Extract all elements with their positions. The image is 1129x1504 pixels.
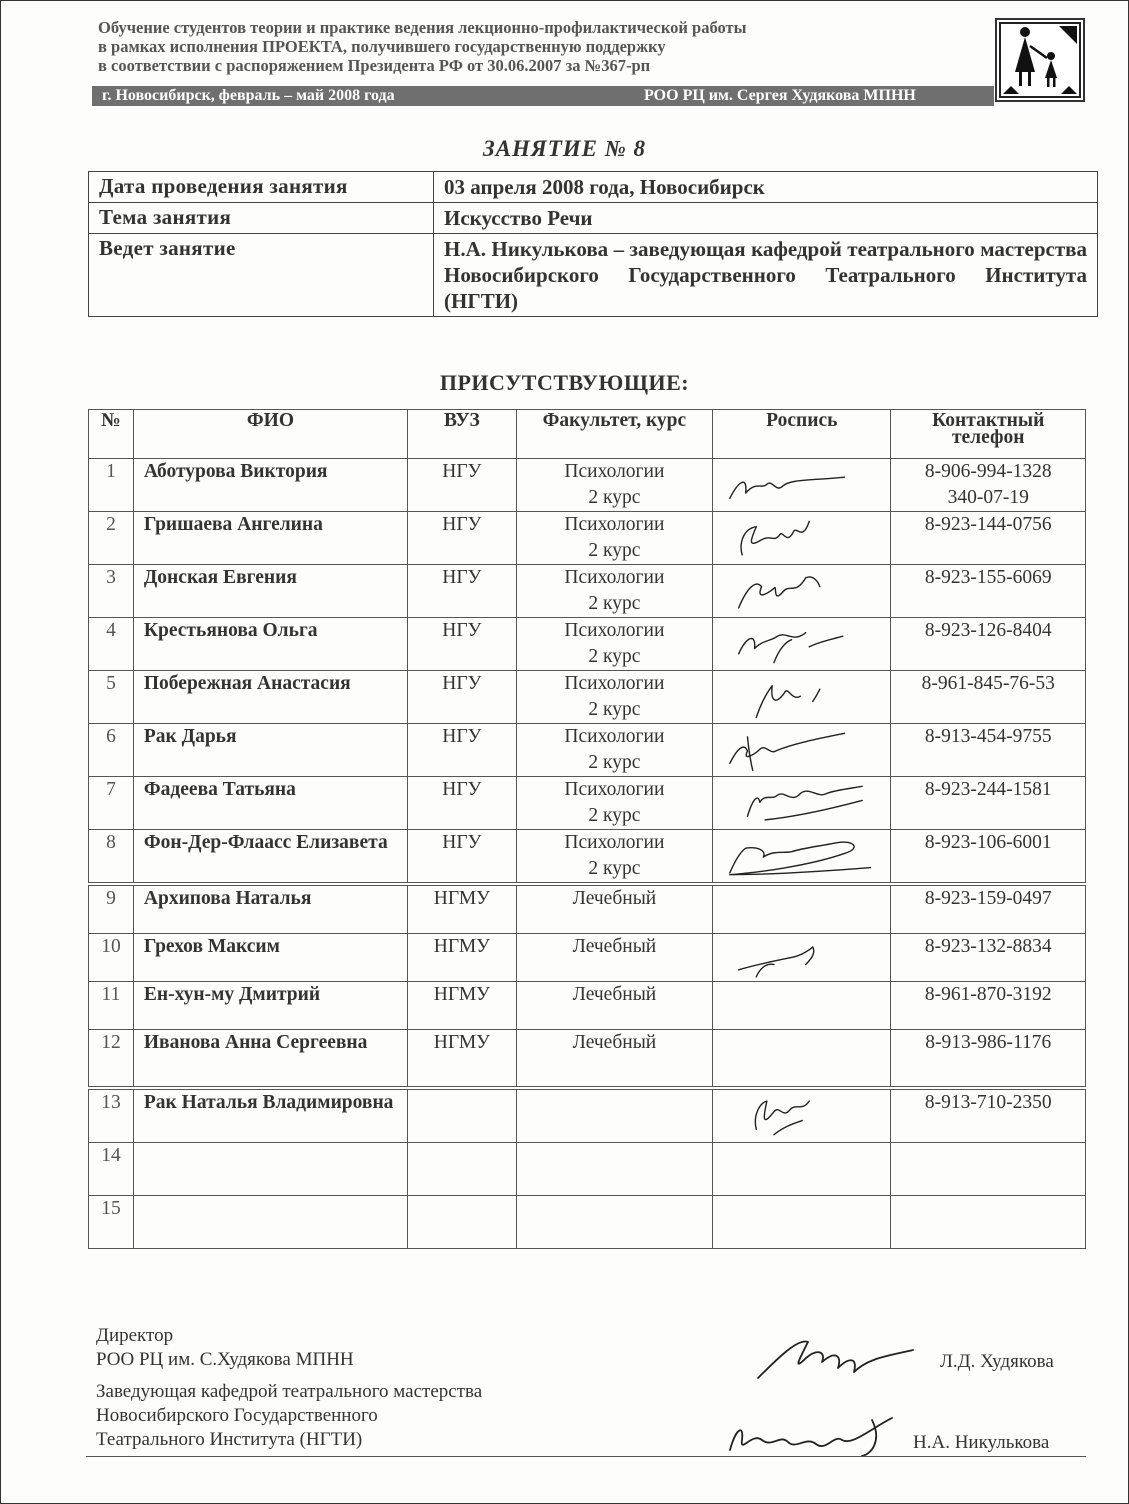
attendee-university: НГУ <box>408 777 517 830</box>
attendee-signature-cell <box>713 1088 891 1143</box>
info-value: 03 апреля 2008 года, Новосибирск <box>434 172 1098 203</box>
attendee-phone <box>891 724 1086 777</box>
faculty-name: Психологии <box>564 726 665 747</box>
attendee-faculty <box>516 565 712 618</box>
attendee-name: Рак Дарья <box>133 724 407 777</box>
col-phone: Контактный телефон <box>891 410 1086 459</box>
attendee-signature-cell <box>713 565 891 618</box>
organization-logo <box>995 18 1085 102</box>
attendee-signature-cell <box>713 724 891 777</box>
phone-primary: 8-923-159-0497 <box>924 888 1052 909</box>
faculty-name: Лечебный <box>572 936 657 957</box>
director-organization: РОО РЦ им. С.Худякова МПНН <box>96 1349 354 1370</box>
attendee-signature-cell <box>713 830 891 885</box>
attendee-phone <box>891 565 1086 618</box>
attendee-faculty <box>516 512 712 565</box>
header-text <box>98 18 978 75</box>
attendee-faculty <box>516 830 712 885</box>
table-row <box>89 459 1086 512</box>
attendee-name: Ен-хун-му Дмитрий <box>133 982 407 1030</box>
department-head-institute-2: Театрального Института (НГТИ) <box>96 1429 363 1450</box>
attendee-university: НГМУ <box>408 884 517 934</box>
attendance-body <box>89 459 1086 1249</box>
faculty-name: Психологии <box>564 779 665 800</box>
faculty-course: 2 курс <box>588 593 641 614</box>
handwritten-signature <box>721 516 871 562</box>
row-number: 3 <box>89 565 134 618</box>
attendee-phone <box>891 934 1086 982</box>
faculty-name: Психологии <box>564 461 665 482</box>
phone-primary: 8-923-132-8834 <box>924 936 1052 957</box>
attendee-university: НГУ <box>408 565 517 618</box>
lesson-info-table <box>88 171 1098 317</box>
col-faculty: Факультет, курс <box>516 410 712 459</box>
faculty-course: 2 курс <box>588 752 641 773</box>
attendees-title: ПРИСУТСТВУЮЩИЕ: <box>439 370 690 395</box>
phone-primary: 8-913-454-9755 <box>924 726 1052 747</box>
attendee-university: НГУ <box>408 724 517 777</box>
handwritten-signature <box>721 463 871 509</box>
attendee-signature-cell <box>713 884 891 934</box>
phone-primary: 8-923-106-6001 <box>924 832 1052 853</box>
attendee-faculty <box>516 777 712 830</box>
attendee-name <box>133 1196 407 1249</box>
table-row <box>89 934 1086 982</box>
handwritten-signature <box>721 834 871 880</box>
attendee-university: НГУ <box>408 618 517 671</box>
table-row <box>89 1143 1086 1196</box>
phone-primary: 8-923-155-6069 <box>924 567 1052 588</box>
attendee-signature-cell <box>713 982 891 1030</box>
attendee-phone <box>891 1143 1086 1196</box>
row-number: 9 <box>89 884 134 934</box>
department-head-name: Н.А. Никулькова <box>913 1432 1050 1453</box>
col-university: ВУЗ <box>408 410 517 459</box>
col-signature: Роспись <box>713 410 891 459</box>
info-row-topic <box>89 203 1098 234</box>
department-head-institute-1: Новосибирского Государственного <box>96 1405 378 1426</box>
attendee-phone <box>891 1030 1086 1089</box>
row-number: 5 <box>89 671 134 724</box>
attendee-faculty <box>516 671 712 724</box>
handwritten-signature <box>721 622 871 668</box>
director-title: Директор <box>96 1325 174 1346</box>
faculty-name: Лечебный <box>572 1032 657 1053</box>
director-signature <box>748 1328 918 1390</box>
footer-divider <box>86 1456 1086 1457</box>
faculty-course: 2 курс <box>588 646 641 667</box>
attendee-signature-cell <box>713 459 891 512</box>
faculty-name: Психологии <box>564 567 665 588</box>
attendee-university: НГМУ <box>408 982 517 1030</box>
attendee-signature-cell <box>713 618 891 671</box>
attendee-phone <box>891 459 1086 512</box>
row-number: 10 <box>89 934 134 982</box>
col-fio: ФИО <box>133 410 407 459</box>
attendee-faculty <box>516 1143 712 1196</box>
attendee-name: Фадеева Татьяна <box>133 777 407 830</box>
attendee-signature-cell <box>713 1030 891 1089</box>
header-bar-location: г. Новосибирск, февраль – май 2008 года <box>102 87 395 104</box>
phone-primary: 8-923-244-1581 <box>924 779 1052 800</box>
attendee-phone <box>891 512 1086 565</box>
faculty-name: Лечебный <box>572 888 657 909</box>
table-row <box>89 884 1086 934</box>
table-row <box>89 565 1086 618</box>
phone-primary: 8-961-845-76-53 <box>921 673 1055 694</box>
row-number: 7 <box>89 777 134 830</box>
attendee-faculty <box>516 724 712 777</box>
phone-primary: 8-961-870-3192 <box>924 984 1052 1005</box>
attendee-phone <box>891 1088 1086 1143</box>
info-row-lecturer <box>89 234 1098 317</box>
attendee-phone <box>891 884 1086 934</box>
info-key: Ведет занятие <box>89 234 434 317</box>
header-line-2: в рамках исполнения ПРОЕКТА, получившего государственную поддержку <box>98 37 666 56</box>
attendee-phone <box>891 671 1086 724</box>
attendee-signature-cell <box>713 671 891 724</box>
attendee-name: Рак Наталья Владимировна <box>133 1088 407 1143</box>
faculty-course: 2 курс <box>588 805 641 826</box>
row-number: 14 <box>89 1143 134 1196</box>
row-number: 1 <box>89 459 134 512</box>
col-number: № <box>89 410 134 459</box>
attendee-university <box>408 1196 517 1249</box>
table-row <box>89 1088 1086 1143</box>
attendee-phone <box>891 830 1086 885</box>
table-row <box>89 512 1086 565</box>
table-row <box>89 724 1086 777</box>
table-row <box>89 777 1086 830</box>
row-number: 13 <box>89 1088 134 1143</box>
attendee-name: Гришаева Ангелина <box>133 512 407 565</box>
mother-child-icon <box>997 20 1083 100</box>
info-key: Дата проведения занятия <box>89 172 434 203</box>
faculty-course: 2 курс <box>588 858 641 879</box>
header-line-3: в соответствии с распоряжением Президента РФ от 30.06.2007 за №367-рп <box>98 56 651 75</box>
phone-secondary: 340-07-19 <box>947 487 1029 508</box>
attendee-name: Иванова Анна Сергеевна <box>133 1030 407 1089</box>
table-row <box>89 982 1086 1030</box>
attendee-signature-cell <box>713 512 891 565</box>
attendee-name: Фон-Дер-Флаасс Елизавета <box>133 830 407 885</box>
department-head-block <box>96 1380 482 1452</box>
attendee-faculty <box>516 1088 712 1143</box>
attendee-name: Архипова Наталья <box>133 884 407 934</box>
phone-primary: 8-923-144-0756 <box>924 514 1052 535</box>
attendee-signature-cell <box>713 1196 891 1249</box>
attendee-signature-cell <box>713 934 891 982</box>
attendee-university: НГМУ <box>408 934 517 982</box>
attendee-name: Аботурова Виктория <box>133 459 407 512</box>
header-bar <box>92 86 994 106</box>
attendee-faculty <box>516 884 712 934</box>
attendee-university: НГУ <box>408 671 517 724</box>
info-value: Искусство Речи <box>434 203 1098 234</box>
attendee-name: Побережная Анастасия <box>133 671 407 724</box>
handwritten-signature <box>721 781 871 827</box>
header-line-1: Обучение студентов теории и практике ведения лекционно-профилактической работы <box>98 18 747 37</box>
attendance-table <box>88 409 1086 1249</box>
phone-primary: 8-913-986-1176 <box>925 1032 1052 1053</box>
info-row-date <box>89 172 1098 203</box>
phone-primary: 8-906-994-1328 <box>924 461 1052 482</box>
attendee-faculty <box>516 1196 712 1249</box>
attendee-phone <box>891 982 1086 1030</box>
attendee-faculty <box>516 618 712 671</box>
faculty-name: Психологии <box>564 620 665 641</box>
attendee-university <box>408 1143 517 1196</box>
row-number: 12 <box>89 1030 134 1089</box>
faculty-course: 2 курс <box>588 540 641 561</box>
faculty-name: Психологии <box>564 673 665 694</box>
row-number: 11 <box>89 982 134 1030</box>
faculty-course: 2 курс <box>588 699 641 720</box>
phone-primary: 8-923-126-8404 <box>924 620 1052 641</box>
attendee-university <box>408 1088 517 1143</box>
attendee-faculty <box>516 459 712 512</box>
faculty-course: 2 курс <box>588 487 641 508</box>
attendee-name <box>133 1143 407 1196</box>
table-row <box>89 671 1086 724</box>
attendee-university: НГУ <box>408 459 517 512</box>
handwritten-signature <box>721 1094 871 1140</box>
attendee-university: НГМУ <box>408 1030 517 1089</box>
attendee-faculty <box>516 1030 712 1089</box>
handwritten-signature <box>721 938 871 984</box>
director-block <box>96 1324 354 1372</box>
attendee-signature-cell <box>713 777 891 830</box>
table-row <box>89 830 1086 885</box>
attendance-header-row <box>89 410 1086 459</box>
handwritten-signature <box>721 675 871 721</box>
director-name: Л.Д. Худякова <box>940 1351 1054 1372</box>
lesson-title: ЗАНЯТИЕ № 8 <box>482 136 647 161</box>
phone-primary: 8-913-710-2350 <box>924 1092 1052 1113</box>
row-number: 8 <box>89 830 134 885</box>
handwritten-signature <box>721 569 871 615</box>
faculty-name: Психологии <box>564 832 665 853</box>
faculty-name: Психологии <box>564 514 665 535</box>
attendee-university: НГУ <box>408 512 517 565</box>
attendee-faculty <box>516 934 712 982</box>
department-head-signature <box>722 1410 902 1468</box>
table-row <box>89 1030 1086 1089</box>
attendee-name: Крестьянова Ольга <box>133 618 407 671</box>
attendee-signature-cell <box>713 1143 891 1196</box>
attendee-name: Донская Евгения <box>133 565 407 618</box>
department-head-title: Заведующая кафедрой театрального мастерства <box>96 1381 483 1402</box>
attendee-faculty <box>516 982 712 1030</box>
faculty-name: Лечебный <box>572 984 657 1005</box>
info-key: Тема занятия <box>89 203 434 234</box>
attendee-phone <box>891 1196 1086 1249</box>
attendee-phone <box>891 777 1086 830</box>
table-row <box>89 618 1086 671</box>
attendee-name: Грехов Максим <box>133 934 407 982</box>
attendee-university: НГУ <box>408 830 517 885</box>
row-number: 2 <box>89 512 134 565</box>
row-number: 15 <box>89 1196 134 1249</box>
row-number: 4 <box>89 618 134 671</box>
handwritten-signature <box>721 728 871 774</box>
header-bar-organization: РОО РЦ им. Сергея Худякова МПНН <box>644 87 916 104</box>
info-value: Н.А. Никулькова – заведующая кафедрой театрального мастерства Новосибирского Государственного Театрального Института (НГТИ) <box>434 234 1098 317</box>
table-row <box>89 1196 1086 1249</box>
attendee-phone <box>891 618 1086 671</box>
row-number: 6 <box>89 724 134 777</box>
